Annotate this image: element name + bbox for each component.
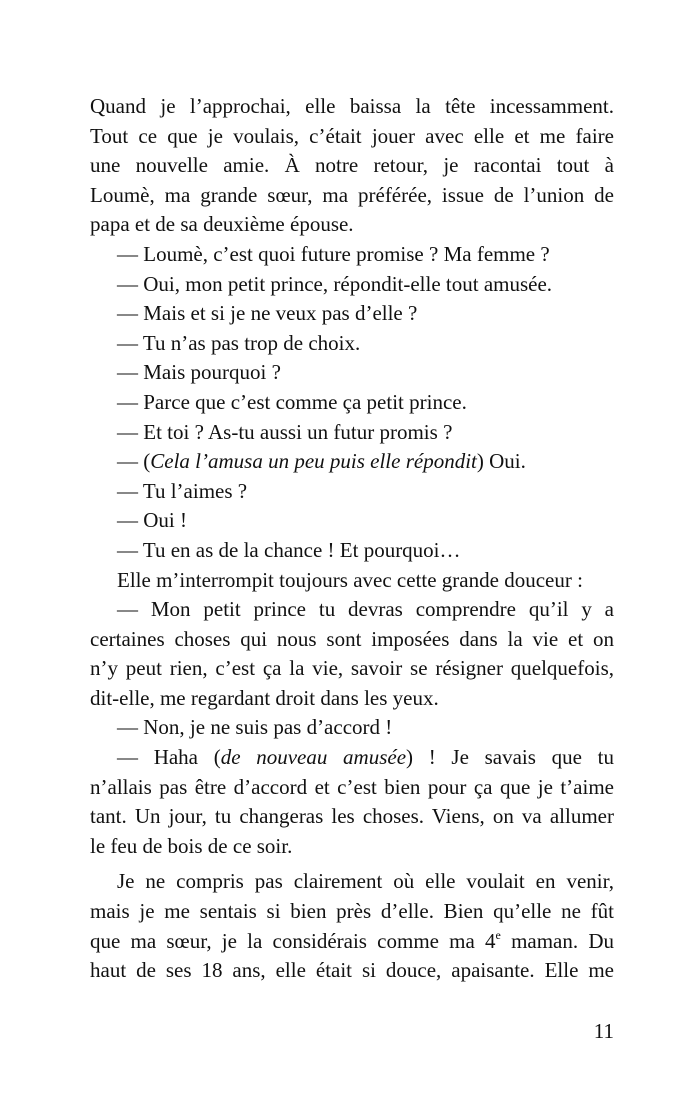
- dialogue-line: — Oui !: [117, 508, 187, 533]
- text-line: Quand je l’approchai, elle baissa la tête incessamment.: [90, 94, 614, 118]
- text-line: Je ne compris pas clairement où elle voulait en venir,: [117, 869, 614, 894]
- text-line: une nouvelle amie. À notre retour, je racontai tout à: [90, 153, 614, 178]
- dialogue-text: — Haha (: [117, 745, 221, 770]
- dialogue-line: — Mon petit prince tu devras comprendre qu’il y a: [117, 597, 614, 622]
- ordinal-superscript: e: [495, 927, 501, 942]
- text-line: papa et de sa deuxième épouse.: [90, 212, 354, 237]
- dialogue-line: — Oui, mon petit prince, répondit-elle tout amusée.: [117, 271, 553, 296]
- text-line: n’y peut rien, c’est ça la vie, savoir se résigner quelquefois,: [90, 656, 614, 681]
- dialogue-line: — Mais pourquoi ?: [117, 360, 281, 385]
- text-line: Loumè, ma grande sœur, ma préférée, issue de l’union de: [90, 182, 614, 207]
- dialogue-line: — Mais et si je ne veux pas d’elle ?: [117, 301, 418, 326]
- text-line: tant. Un jour, tu changeras les choses. Viens, on va allumer: [90, 804, 614, 829]
- text-line: dit-elle, me regardant droit dans les yeux.: [90, 685, 439, 710]
- dialogue-line: — Et toi ? As-tu aussi un futur promis ?: [117, 419, 453, 444]
- dialogue-dash: — (: [117, 449, 151, 474]
- text-line: haut de ses 18 ans, elle était si douce, apaisante. Elle me: [90, 958, 614, 983]
- dialogue-text: ) Oui.: [476, 449, 526, 474]
- text-line: certaines choses qui nous sont imposées dans la vie et on: [90, 626, 614, 651]
- text-line: le feu de bois de ce soir.: [90, 833, 293, 858]
- page-body: [90, 92, 614, 986]
- dialogue-line: [90, 743, 614, 773]
- text-line: Elle m’interrompit toujours avec cette grande douceur :: [117, 567, 583, 592]
- text-line: Tout ce que je voulais, c’était jouer avec elle et me faire: [90, 123, 614, 148]
- dialogue-line: — Tu n’as pas trop de choix.: [117, 330, 361, 355]
- dialogue-line: — Tu l’aimes ?: [117, 478, 248, 503]
- dialogue-line: — Non, je ne suis pas d’accord !: [117, 715, 393, 740]
- dialogue-line: [90, 447, 614, 477]
- dialogue-line: — Loumè, c’est quoi future promise ? Ma femme ?: [117, 241, 550, 266]
- italic-aside: Cela l’amusa un peu puis elle répondit: [150, 449, 477, 474]
- dialogue-text: ) ! Je savais que tu: [406, 745, 614, 770]
- text-line: n’allais pas être d’accord et c’est bien pour ça que je t’aime: [90, 774, 614, 799]
- text-line: mais je me sentais si bien près d’elle. Bien qu’elle ne fût: [90, 899, 614, 924]
- text-segment: que ma sœur, je la considérais comme ma 4: [90, 928, 496, 953]
- page-number: 11: [593, 1019, 614, 1043]
- dialogue-line: — Parce que c’est comme ça petit prince.: [117, 389, 467, 414]
- dialogue-line: — Tu en as de la chance ! Et pourquoi…: [117, 537, 461, 562]
- text-line: [90, 927, 614, 957]
- text-segment: maman. Du: [500, 928, 614, 953]
- italic-aside: de nouveau amusée: [220, 745, 407, 770]
